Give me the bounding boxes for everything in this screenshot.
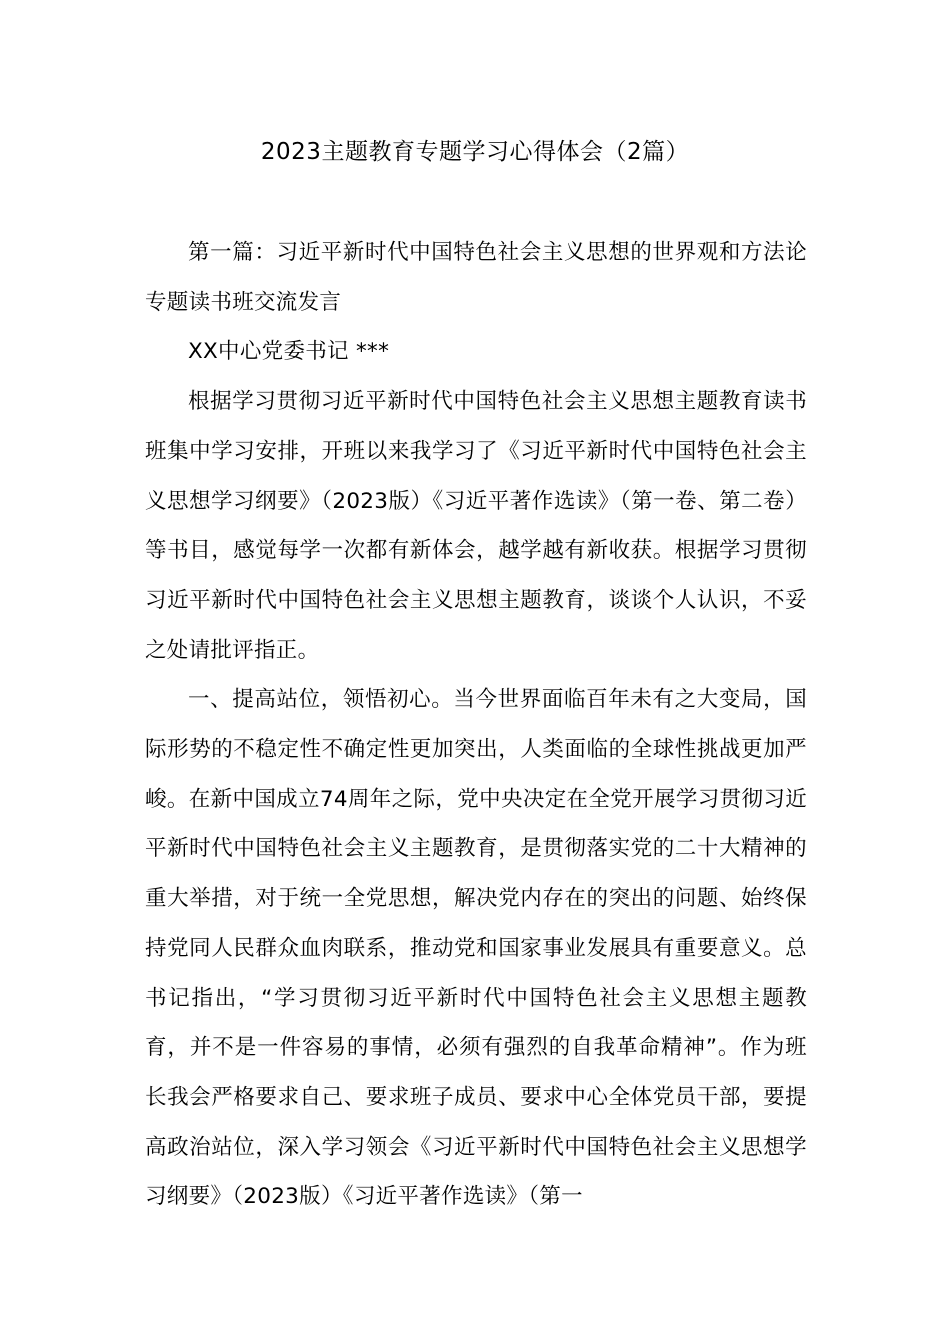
paragraph-section-one: 一、提高站位，领悟初心。当今世界面临百年未有之大变局，国际形势的不稳定性不确定性更加突出，人类面临的全球性挑战更加严峻。在新中国成立74周年之际，党中央决定在全党开展学习贯彻习近平新时代中国特色社会主义主题教育，是贯彻落实党的二十大精神的重大举措，对于统一全党思想，解决党内存在的突出的问题、始终保持党同人民群众血肉联系，推动党和国家事业发展具有重要意义。总书记指出，“学习贯彻习近平新时代中国特色社会主义思想主题教育，并不是一件容易的事情，必须有强烈的自我革命精神”。作为班长我会严格要求自己、要求班子成员、要求中心全体党员干部，要提高政治站位，深入学习领会《习近平新时代中国特色社会主义思想学习纲要》（2023版）《习近平著作选读》（第一 [145,687,807,1210]
paragraph-intro: 根据学习贯彻习近平新时代中国特色社会主义思想主题教育读书班集中学习安排，开班以来我学习了《习近平新时代中国特色社会主义思想学习纲要》（2023版）《习近平著作选读》（第一卷、第二卷）等书目，感觉每学一次都有新体会，越学越有新收获。根据学习贯彻习近平新时代中国特色社会主义思想主题教育，谈谈个人认识，不妥之处请批评指正。 [145,389,807,663]
paragraph-subtitle: 第一篇：习近平新时代中国特色社会主义思想的世界观和方法论专题读书班交流发言 [145,240,807,315]
document-title: 2023主题教育专题学习心得体会（2篇） [260,139,690,165]
document-body [145,228,807,1222]
paragraph-author: XX中心党委书记 *** [188,339,390,365]
